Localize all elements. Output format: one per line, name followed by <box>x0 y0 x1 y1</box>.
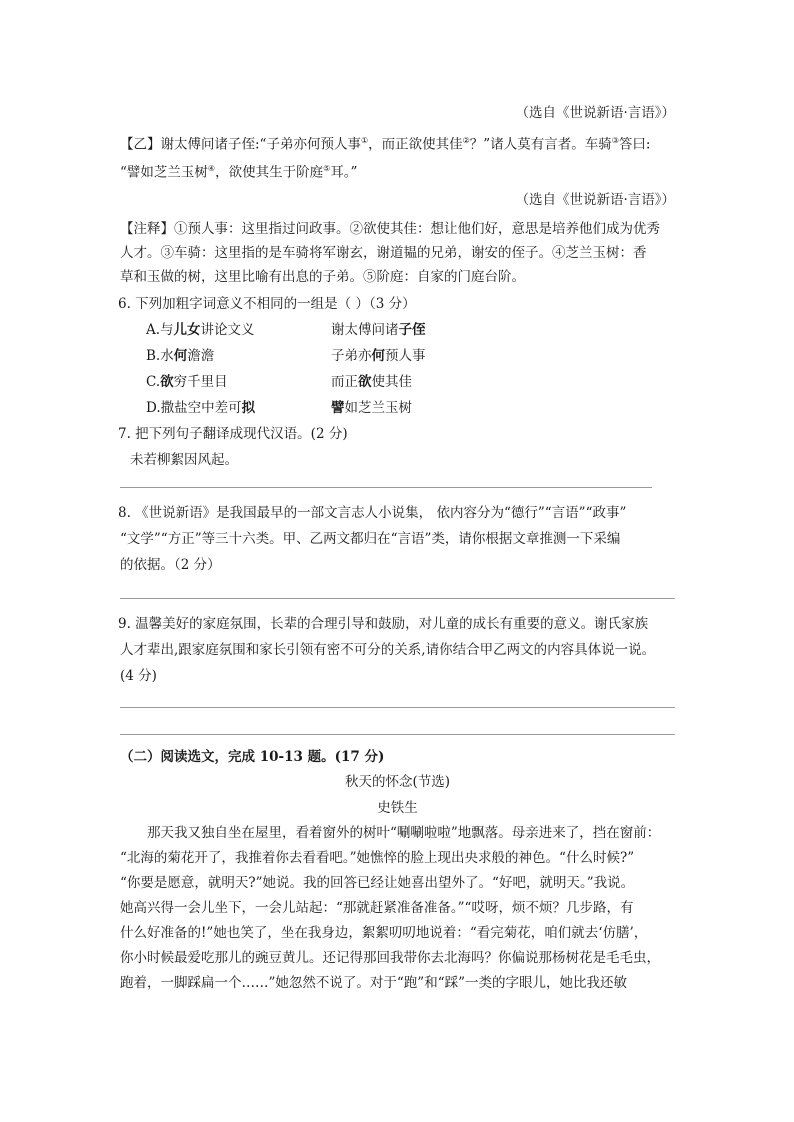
answer-line[interactable] <box>120 487 652 488</box>
question-8: 8. 《世说新语》是我国最早的一部文言志人小说集， 依内容分为“德行”“言语”“政事” “文学”“方正”等三十六类。甲、乙两文都归在“言语”类，请你根据文章推测一下采编 的依据。（2 分） <box>118 505 627 573</box>
option-d: D.撒盐空中差可拟 譬如芝兰玉树 <box>146 400 412 416</box>
option-a: A.与儿女讲论文义 谢太傅问诸子侄 <box>146 322 426 338</box>
option-c: C.欲穷千里目 而正欲使其佳 <box>146 374 412 390</box>
answer-line[interactable] <box>120 598 675 599</box>
passage-line: 你小时候最爱吃那儿的豌豆黄儿。还记得那回我带你去北海吗？你偏说那杨树花是毛毛虫， <box>120 950 660 966</box>
answer-line[interactable] <box>120 734 675 735</box>
note-line: 草和玉做的树，这里比喻有出息的子弟。⑤阶庭：自家的门庭台阶。 <box>120 269 525 285</box>
passage-body <box>120 821 675 996</box>
question-6-stem: 6. 下列加粗字词意义不相同的一组是（ ）（3 分） <box>118 296 416 312</box>
passage-line: 她高兴得一会儿坐下，一会儿站起：“那就赶紧准备准备。”“哎呀，烦不烦？几步路，有 <box>120 900 634 916</box>
notes-block <box>120 217 675 289</box>
exam-page <box>120 100 675 996</box>
passage-line: 那天我又独自坐在屋里，看着窗外的树叶“唰唰啦啦”地飘落。母亲进来了，挡在窗前： <box>147 825 661 841</box>
option-b: B.水何澹澹 子弟亦何预人事 <box>146 348 426 364</box>
passage-yi-line-2: “譬如芝兰玉树④，欲使其生于阶庭⑤耳。” <box>120 163 358 180</box>
section-heading: （二）阅读选文，完成 10-13 题。(17 分) <box>120 749 385 765</box>
source-citation: （选自《世说新语·言语》） <box>515 192 675 208</box>
passage-line: “你要是愿意，就明天?”她说。我的回答已经让她喜出望外了。“好吧，就明天。”我说。 <box>120 875 635 891</box>
question-9: 9. 温馨美好的家庭氛围，长辈的合理引导和鼓励，对儿童的成长有重要的意义。谢氏家族 人才辈出,跟家庭氛围和家长引领有密不可分的关系,请你结合甲乙两文的内容具体说一说。 (4 分) <box>118 616 656 684</box>
note-line: 人才。③车骑：这里指的是车骑将军谢玄，谢道韫的兄弟，谢安的侄子。④芝兰玉树：香 <box>120 245 647 261</box>
note-line: 【注释】①预人事：这里指过问政事。②欲使其佳：想让他们好，意思是培养他们成为优秀 <box>120 221 660 237</box>
passage-title: 秋天的怀念(节选) <box>344 774 451 790</box>
passage-yi-line-1: 【乙】谢太傅问诸子侄:“子弟亦何预人事①，而正欲使其佳②？”诸人莫有言者。车骑③答曰: <box>120 136 651 153</box>
passage-author: 史铁生 <box>377 800 418 816</box>
passage-line: “北海的菊花开了，我推着你去看看吧。”她憔悴的脸上现出央求般的神色。“什么时候?” <box>120 850 635 866</box>
source-citation: （选自《世说新语·言语》） <box>515 105 675 121</box>
question-7-stem: 7. 把下列句子翻译成现代汉语。(2 分) <box>118 426 348 442</box>
passage-line: 什么好准备的!”她也笑了，坐在我身边，絮絮叨叨地说着：“看完菊花，咱们就去‘仿膳’， <box>120 925 648 941</box>
passage-line: 跑着，一脚踩扁一个……”她忽然不说了。对于“跑”和“踩”一类的字眼儿，她比我还敏 <box>120 975 628 991</box>
question-6-options <box>120 317 675 421</box>
question-7-sentence: 未若柳絮因风起。 <box>130 452 238 468</box>
